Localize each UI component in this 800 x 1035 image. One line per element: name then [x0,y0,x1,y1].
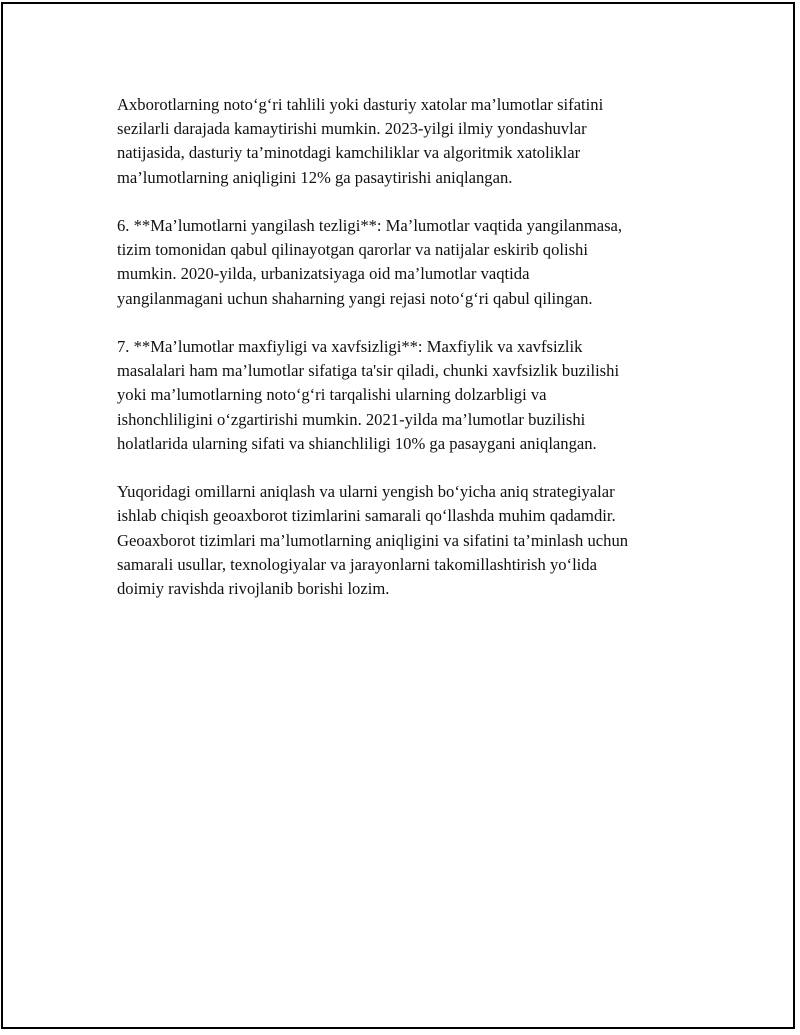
text-line: ishonchliligini o‘zgartirishi mumkin. 2021-yilda ma’lumotlar buzilishi [117,409,586,429]
text-line: yangilanmagani uchun shaharning yangi rejasi noto‘g‘ri qabul qilingan. [117,288,593,308]
text-line: Yuqoridagi omillarni aniqlash va ularni yengish bo‘yicha aniq strategiyalar [117,482,615,502]
text-line: mumkin. 2020-yilda, urbanizatsiyaga oid ma’lumotlar vaqtida [117,264,530,284]
document-body [117,93,697,625]
text-line: Geoaxborot tizimlari ma’lumotlarning aniqligini va sifatini ta’minlash uchun [117,530,629,550]
text-line: doimiy ravishda rivojlanib borishi lozim. [117,579,390,599]
text-line: tizim tomonidan qabul qilinayotgan qarorlar va natijalar eskirib qolishi [117,240,588,260]
text-line: natijasida, dasturiy ta’minotdagi kamchiliklar va algoritmik xatoliklar [117,143,581,163]
text-line: yoki ma’lumotlarning noto‘g‘ri tarqalishi ularning dolzarbligi va [117,385,547,405]
text-line: 6. **Ma’lumotlarni yangilash tezligi**: Ma’lumotlar vaqtida yangilanmasa, [117,216,623,235]
paragraph-privacy-security [117,335,697,456]
text-line: ma’lumotlarning aniqligini 12% ga pasaytirishi aniqlangan. [117,167,513,187]
paragraph-conclusion [117,480,697,601]
text-line: Axborotlarning noto‘g‘ri tahlili yoki dasturiy xatolar ma’lumotlar sifatini [117,95,604,114]
text-line: holatlarida ularning sifati va shianchliligi 10% ga pasaygani aniqlangan. [117,433,597,453]
text-line: masalalari ham ma’lumotlar sifatiga ta'sir qiladi, chunki xavfsizlik buzilishi [117,361,620,381]
text-line: sezilarli darajada kamaytirishi mumkin. 2023-yilgi ilmiy yondashuvlar [117,119,587,139]
paragraph-update-speed [117,214,697,311]
text-line: ishlab chiqish geoaxborot tizimlarini samarali qo‘llashda muhim qadamdir. [117,506,616,526]
text-line: samarali usullar, texnologiyalar va jarayonlarni takomillashtirish yo‘lida [117,554,597,574]
paragraph-software-errors [117,93,697,190]
text-line: 7. **Ma’lumotlar maxfiyligi va xavfsizligi**: Maxfiylik va xavfsizlik [117,337,583,356]
